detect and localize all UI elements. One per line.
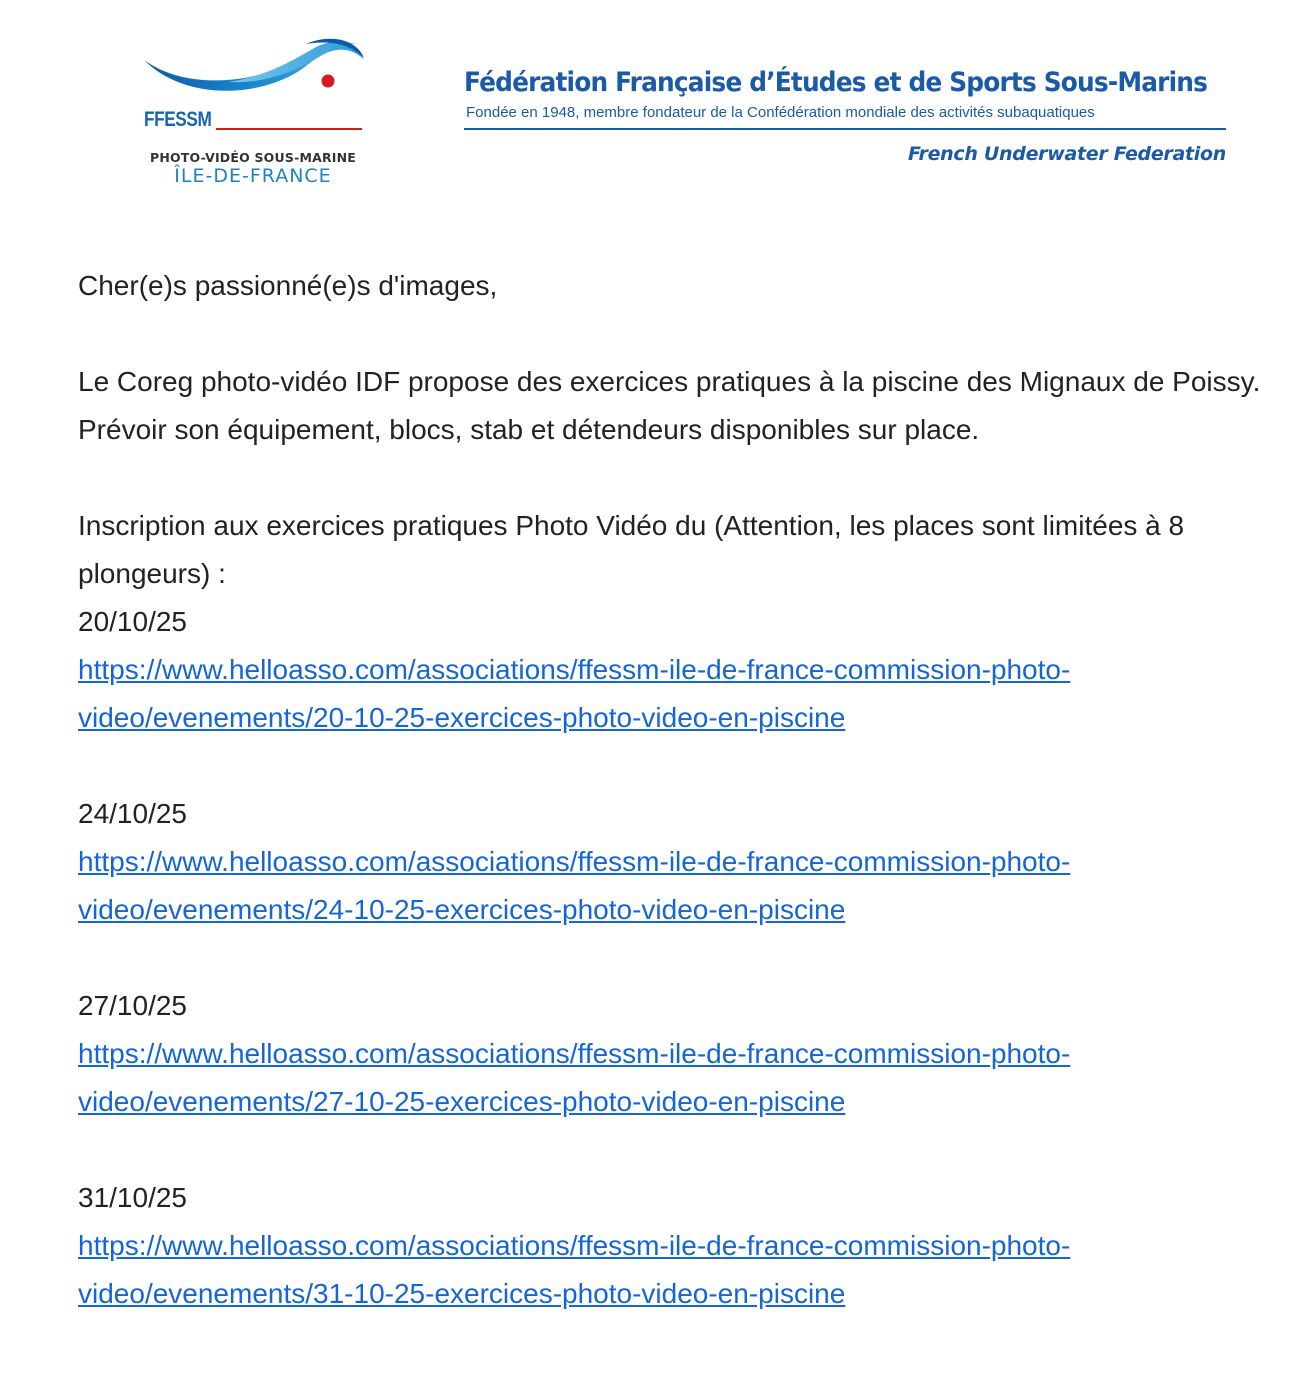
federation-divider: [464, 128, 1226, 130]
spacer: [78, 1126, 1288, 1174]
logo-brand: FFESSM: [144, 108, 212, 131]
session-date: 24/10/25: [78, 798, 187, 829]
session-link[interactable]: [78, 1030, 1218, 1126]
email-header: [0, 0, 1310, 230]
session-link[interactable]: [78, 646, 1218, 742]
session-link-line2[interactable]: video/evenements/27-10-25-exercices-photo-video-en-piscine: [78, 1086, 846, 1117]
federation-english-name: French Underwater Federation: [907, 143, 1226, 165]
spacer: [78, 742, 1288, 790]
inscription-paragraph: Inscription aux exercices pratiques Photo Vidéo du (Attention, les places sont limitées à 8 plongeurs) :: [78, 510, 1185, 589]
session-link-line1[interactable]: https://www.helloasso.com/associations/ffessm-ile-de-france-commission-photo-: [78, 846, 1071, 877]
session-link-line1[interactable]: https://www.helloasso.com/associations/ffessm-ile-de-france-commission-photo-: [78, 1230, 1071, 1261]
session-block: [78, 598, 1288, 742]
session-link[interactable]: [78, 838, 1218, 934]
spacer: [78, 934, 1288, 982]
session-link-line2[interactable]: video/evenements/31-10-25-exercices-photo-video-en-piscine: [78, 1278, 846, 1309]
email-body: [78, 262, 1288, 1318]
federation-title: Fédération Française d’Études et de Sports Sous-Marins: [464, 67, 1208, 98]
session-block: [78, 1174, 1288, 1318]
greeting: Cher(e)s passionné(e)s d'images,: [78, 270, 498, 301]
session-link-line1[interactable]: https://www.helloasso.com/associations/ffessm-ile-de-france-commission-photo-: [78, 654, 1071, 685]
session-link-line2[interactable]: video/evenements/24-10-25-exercices-photo-video-en-piscine: [78, 894, 846, 925]
federation-subtitle: Fondée en 1948, membre fondateur de la Confédération mondiale des activités subaquatiques: [466, 104, 1095, 121]
spacer: [78, 310, 1288, 358]
session-block: [78, 982, 1288, 1126]
logo-line-region: ÎLE-DE-FRANCE: [174, 165, 332, 187]
wave-logo-icon: [78, 30, 428, 150]
session-date: 31/10/25: [78, 1182, 187, 1213]
session-date: 27/10/25: [78, 990, 187, 1021]
session-block: [78, 790, 1288, 934]
ffessm-idf-logo: [78, 30, 428, 200]
session-link-line1[interactable]: https://www.helloasso.com/associations/ffessm-ile-de-france-commission-photo-: [78, 1038, 1071, 1069]
logo-line-photo-video: PHOTO-VIDÉO SOUS-MARINE: [149, 150, 357, 165]
session-date: 20/10/25: [78, 606, 187, 637]
spacer: [78, 454, 1288, 502]
intro-paragraph: Le Coreg photo-vidéo IDF propose des exercices pratiques à la piscine des Mignaux de Poissy. Prévoir son équipement, blocs, stab et détendeurs disponibles sur place.: [78, 366, 1261, 445]
session-link-line2[interactable]: video/evenements/20-10-25-exercices-photo-video-en-piscine: [78, 702, 846, 733]
session-link[interactable]: [78, 1222, 1218, 1318]
